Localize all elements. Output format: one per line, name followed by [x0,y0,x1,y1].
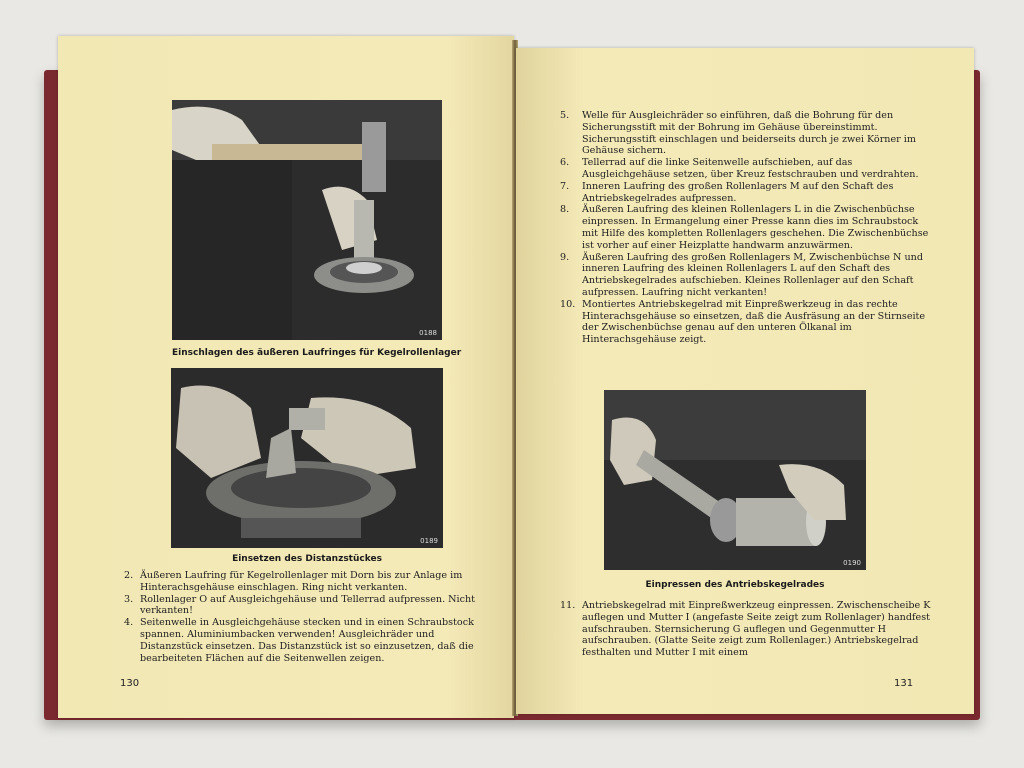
list-item: 6. Tellerrad auf die linke Seitenwelle aufschieben, auf das Ausgleichgehäuse setzen, über Kreuz festschrauben und verdrahten. [560,157,919,180]
list-item: 10. Montiertes Antriebskegelrad mit Einpreßwerkzeug in das rechte Hinterachsgehäuse so einsetzen, daß die Ausfräsung an der Stirnseite der Zwischenbüchse genau auf den unteren Ölkanal im Hinterachsgehäuse zeigt. [560,298,926,346]
list-item: 4. Seitenwelle in Ausgleichgehäuse stecken und in einen Schraubstock spannen. Aluminiumbacken verwenden! Ausgleichräder und Distanzstück einsetzen. Das Distanzstück ist so einzusetzen, daß die bearbeiteten Flächen auf die Seitenwellen zeigen. [124,617,474,664]
list-item: 3. Rollenlager O auf Ausgleichgehäuse und Tellerrad aufpressen. Nicht verkanten! [124,593,476,617]
list-item: 8. Äußeren Laufring des kleinen Rollenlagers L in die Zwischenbüchse einpressen. In Ermangelung einer Presse kann dies im Schraubstock mit Hilfe des kompletten Rollenlagers geschehen. Die Zwischenbüchse ist vorher auf einer Heizplatte handwarm anzuwärmen. [560,204,929,251]
list-item: 2. Äußeren Laufring für Kegelrollenlager mit Dorn bis zur Anlage im Hinterachsgehäuse einschlagen. Ring nicht verkanten. [124,570,463,593]
photo-number: 0188 [419,329,437,337]
right-page [516,48,974,714]
photo-number: 0189 [420,537,438,545]
page-number: 130 [120,678,140,689]
list-item: 7. Inneren Laufring des großen Rollenlagers M auf den Schaft des Antriebskegelrades aufpressen. [560,180,894,204]
list-item: 9. Äußeren Laufring des großen Rollenlagers M, Zwischenbüchse N und inneren Laufring des kleinen Rollenlagers L auf den Schaft des Antriebskegelrades aufschieben. Kleines Rollenlager auf den Schaft aufpressen. Laufring nicht verkanten! [560,251,923,298]
list-item: 5. Welle für Ausgleichräder so einführen, daß die Bohrung für den Sicherungsstift mit der Bohrung im Gehäuse übereinstimmt. Sicherungsstift einschlagen und beiderseits durch je zwei Körner im Gehäuse sichern. [560,110,916,157]
left-page [58,36,514,718]
instruction-list [560,110,934,346]
photo-caption: Einpressen des Antriebskegelrades [645,580,825,590]
photo-caption: Einschlagen des äußeren Laufringes für Kegelrollenlager [172,348,462,358]
photo-number: 0190 [843,559,861,567]
photo-hammer-bearing [172,100,442,340]
list-item: 11. Antriebskegelrad mit Einpreßwerkzeug einpressen. Zwischenscheibe K auflegen und Mutter I (angefaste Seite zeigt zum Rollenlager) handfest aufschrauben. Sternsicherung G auflegen und Gegenmutter H aufschrauben. (Glatte Seite zeigt zum Rollenlager.) Antriebskegelrad festhalten und Mutter I mit einem [560,600,931,659]
photo-differential-spacer [171,368,443,548]
page-number: 131 [894,678,914,689]
photo-pinion-press [604,390,866,570]
instruction-list [560,600,936,659]
instruction-list [124,570,480,664]
photo-caption: Einsetzen des Distanzstückes [232,554,382,564]
